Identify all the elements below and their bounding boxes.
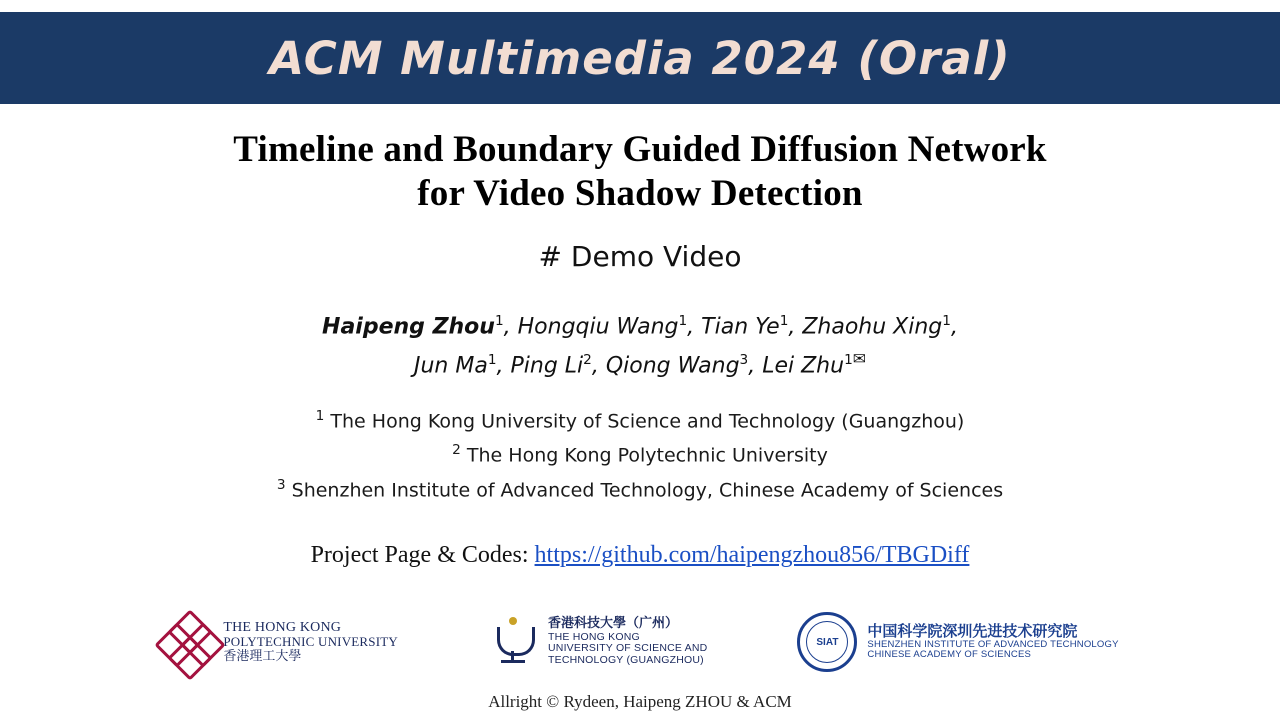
siat-logo-cn: 中国科学院深圳先进技术研究院	[867, 621, 1078, 640]
affiliation-text: Shenzhen Institute of Advanced Technology, Chinese Academy of Sciences	[291, 478, 1004, 501]
conference-banner-text: ACM Multimedia 2024 (Oral)	[269, 31, 1011, 85]
affiliation-marker: 1	[315, 408, 325, 424]
project-page-link[interactable]: https://github.com/haipengzhou856/TBGDiff	[534, 542, 970, 568]
logo-hkust-guangzhou	[488, 610, 707, 674]
affiliation-list	[0, 402, 1280, 505]
hkust-logo-en-line2: UNIVERSITY OF SCIENCE AND	[548, 642, 708, 655]
footer-copyright: Allright © Rydeen, Haipeng ZHOU & ACM	[488, 692, 792, 711]
siat-logo-en-line2: CHINESE ACADEMY OF SCIENCES	[867, 649, 1032, 661]
page-title-line1: Timeline and Boundary Guided Diffusion Network	[233, 129, 1047, 170]
top-white-strip	[0, 0, 1280, 12]
page-title-line2: for Video Shadow Detection	[417, 173, 863, 214]
author-hongqiu-wang: , Hongqiu Wang	[503, 314, 679, 340]
author-hongqiu-wang-affiliation-marker: 1	[678, 313, 688, 329]
author-line-2	[0, 343, 1280, 382]
affiliation-text: The Hong Kong Polytechnic University	[466, 444, 828, 467]
affiliation-item	[0, 471, 1280, 505]
polyu-logo-text	[223, 620, 398, 665]
author-lei-zhu: , Lei Zhu	[748, 353, 845, 379]
logo-row	[0, 604, 1280, 680]
author-line-1-comma: ,	[950, 314, 958, 340]
hkust-logo-en-line1: THE HONG KONG	[548, 630, 640, 643]
logo-siat-cas	[797, 610, 1118, 674]
author-zhaohu-xing-affiliation-marker: 1	[942, 313, 951, 329]
project-page-label: Project Page & Codes:	[310, 542, 529, 568]
author-zhaohu-xing: , Zhaohu Xing	[788, 314, 943, 340]
siat-logo-en-line1: SHENZHEN INSTITUTE OF ADVANCED TECHNOLOGY	[867, 638, 1119, 650]
conference-banner	[0, 12, 1280, 104]
polyu-knot-icon	[161, 616, 213, 668]
affiliation-item	[0, 436, 1280, 470]
logo-hong-kong-polytechnic-university	[161, 610, 398, 674]
affiliation-marker: 3	[276, 476, 286, 493]
siat-badge-text: SIAT	[816, 636, 839, 648]
author-ping-li: , Ping Li	[496, 353, 584, 379]
author-qiong-wang-affiliation-marker: 3	[739, 352, 749, 369]
author-haipeng-zhou: Haipeng Zhou	[322, 314, 495, 340]
author-jun-ma: Jun Ma	[414, 353, 488, 379]
author-line-1	[0, 305, 1280, 343]
author-tian-ye-affiliation-marker: 1	[779, 313, 789, 329]
author-ping-li-affiliation-marker: 2	[583, 352, 592, 369]
hkust-logo-cn: 香港科技大學（广州）	[548, 616, 679, 632]
project-page-line	[0, 542, 1280, 569]
author-tian-ye: , Tian Ye	[687, 314, 780, 340]
affiliation-marker: 2	[452, 442, 461, 459]
author-jun-ma-affiliation-marker: 1	[487, 352, 497, 369]
page-subtitle: # Demo Video	[538, 240, 742, 273]
polyu-logo-en-line2: POLYTECHNIC UNIVERSITY	[223, 634, 398, 650]
page-title	[0, 128, 1280, 216]
affiliation-item	[0, 402, 1280, 436]
hkust-logo-text	[548, 617, 707, 667]
affiliation-text: The Hong Kong University of Science and Technology (Guangzhou)	[330, 410, 965, 433]
hkust-emblem-icon	[488, 615, 538, 669]
envelope-icon: ✉	[852, 349, 866, 369]
polyu-logo-cn: 香港理工大學	[223, 648, 302, 664]
author-lei-zhu-affiliation-marker: 1	[844, 352, 853, 369]
author-haipeng-zhou-affiliation-marker: 1	[494, 313, 504, 329]
polyu-logo-en-line1: THE HONG KONG	[223, 619, 342, 635]
siat-logo-text	[867, 623, 1118, 661]
author-qiong-wang: , Qiong Wang	[591, 353, 740, 379]
hkust-logo-en-line3: TECHNOLOGY (GUANGZHOU)	[548, 654, 704, 667]
author-list	[0, 305, 1280, 383]
siat-seal-icon	[797, 612, 857, 672]
